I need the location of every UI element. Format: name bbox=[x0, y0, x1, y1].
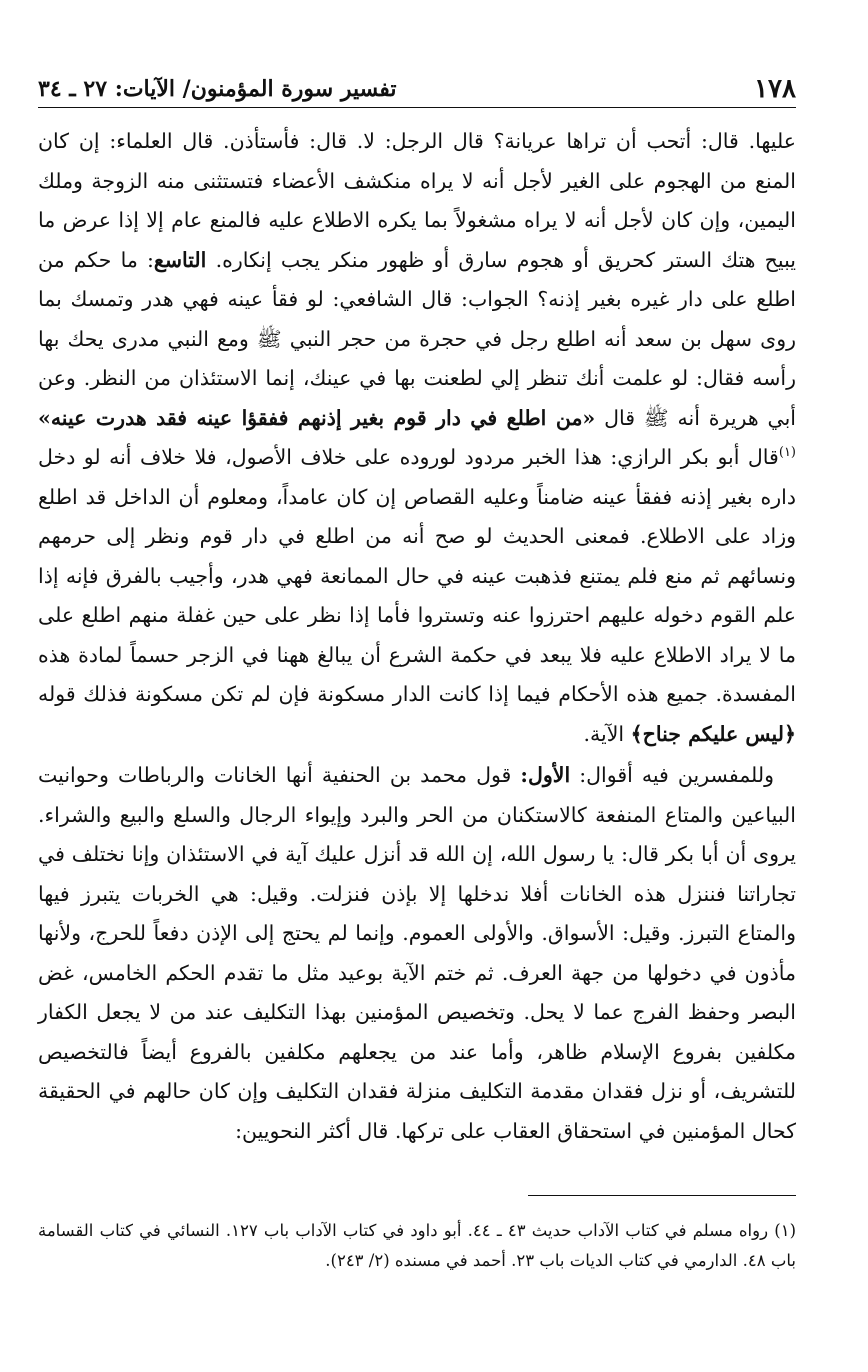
text-segment: وللمفسرين فيه أقوال: bbox=[579, 763, 774, 787]
text-segment: قول محمد بن الحنفية أنها الخانات والرباطات وحوانيت البياعين والمتاع المنفعة كالاستكنان من الحر والبرد وإيواء الرجال والسلع والبيع والشراء. يروى أن أبا بكر قال: يا رسول الله، إن الله قد أنزل عليك آية في الاستئذان وإنا نختلف في تجاراتنا فننزل هذه الخانات أفلا ندخلها إلا بإذن فنزلت. وقيل: هي الخربات يتبرز فيها والمتاع التبرز. وقيل: الأسواق. والأولى العموم. وإنما لم يحتج إلى الإذن دفعاً للحرج، ولأنها مأذون في دخولها من جهة العرف. ثم ختم الآية بوعيد مثل ما تقدم الحكم الخامس، غض البصر وحفظ الفرج عما لا يحل. وتخصيص المؤمنين بهذا التكليف عند من لا يجعل الكفار مكلفين بفروع الإسلام ظاهر، وأما عند من يجعلهم مكلفين بالفروع أيضاً فالتخصيص للتشريف، أو نزل فقدان مقدمة التكليف منزلة فقدان التكليف وإن كان حالهم في الحقيقة كحال المؤمنين في استحقاق العقاب على تركها. قال أكثر النحويين: bbox=[38, 763, 796, 1143]
section-marker-tasi: التاسع bbox=[153, 247, 207, 272]
text-segment: عليها. قال: أتحب أن تراها عريانة؟ قال الرجل: لا. قال: فأستأذن. قال العلماء: إن كان المنع من الهجوم على الغير لأجل أنه لا يراه منكشف الأعضاء فتستثنى منه الزوجة وملك اليمين، وإن كان لأجل أنه لا يراه مشغولاً بما يكره الاطلاع عليه فالمنع عام إلا إذا عرض ما يبيح هتك الستر كحريق أو هجوم سارق أو ظهور منكر يجب إنكاره. bbox=[38, 129, 796, 272]
quran-quote: ﴿ليس عليكم جناح﴾ bbox=[630, 721, 796, 746]
footnote-1: (١) رواه مسلم في كتاب الآداب حديث ٤٣ ـ ٤٤. أبو داود في كتاب الآداب باب ١٢٧. النسائي في كتاب القسامة باب ٤٨. الدارمي في كتاب الديات باب ٢٣. أحمد في مسنده (٢/ ٢٤٣). bbox=[38, 1221, 796, 1270]
running-title: تفسير سورة المؤمنون/ الآيات: ٢٧ ـ ٣٤ bbox=[38, 76, 397, 102]
main-text bbox=[38, 122, 796, 1151]
page-header bbox=[38, 62, 796, 106]
hadith-quote: «من اطلع في دار قوم بغير إذنهم ففقؤا عينه فقد هدرت عينه» bbox=[38, 405, 596, 430]
section-marker-awwal: الأول: bbox=[520, 763, 571, 787]
text-segment: الآية. bbox=[583, 721, 625, 746]
text-segment: : ما حكم من اطلع على دار غيره بغير إذنه؟ الجواب: قال الشافعي: لو فقأ عينه فهي هدر وتمسك بما روى سهل بن سعد أنه اطلع رجل في حجرة من حجر النبي ﷺ ومع النبي مدرى يحك بها رأسه فقال: لو علمت أنك تنظر إلي لطعنت بها في عينك، إنما الاستئذان من النظر. وعن أبي هريرة أنه ﷺ قال bbox=[38, 247, 796, 430]
paragraph-2 bbox=[38, 756, 796, 1151]
header-rule bbox=[38, 107, 796, 108]
paragraph-1 bbox=[38, 122, 796, 754]
page-number: ١٧٨ bbox=[754, 74, 796, 104]
footnote-rule bbox=[528, 1195, 796, 1196]
text-segment: قال أبو بكر الرازي: هذا الخبر مردود لوروده على خلاف الأصول، فلا خلاف أنه لو دخل داره بغير إذنه ففقأ عينه ضامناً وعليه القصاص إن كان عامداً، ومعلوم أن الداخل قد اطلع وزاد على الاطلاع. فمعنى الحديث لو صح أنه من اطلع في دار قوم ونظر إلى حرمهم ونسائهم ثم منع فلم يمتنع فذهبت عينه في حال الممانعة فهي هدر، وأجيب بالفرق فإنه إذا علم القوم دخوله عليهم احترزوا عنه وتستروا فأما إذا نظر على حين غفلة منهم اطلع على ما لا يراد الاطلاع عليه فلا يبعد في حكمة الشرع أن يبالغ ههنا في الزجر حسماً لمادة هذه المفسدة. جميع هذه الأحكام فيما إذا كانت الدار مسكونة فإن لم تكن مسكونة فذلك قوله bbox=[38, 445, 796, 706]
footnotes bbox=[38, 1216, 796, 1276]
footnote-marker[interactable]: (١) bbox=[778, 445, 796, 461]
